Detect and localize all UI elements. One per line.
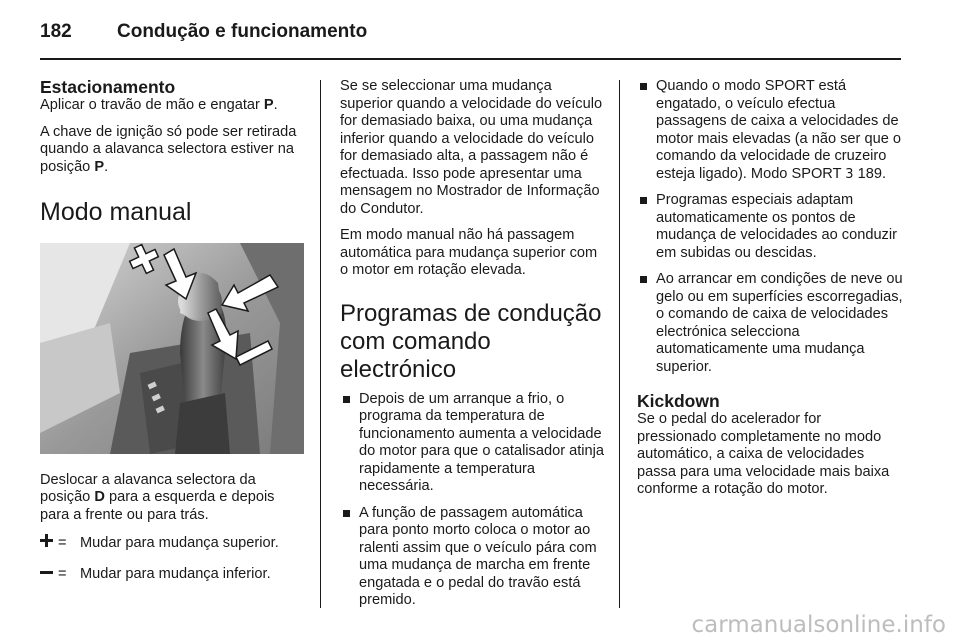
estacionamento-heading: Estacionamento — [40, 77, 176, 97]
text-run: . — [104, 158, 109, 175]
list-item: Programas especiais adaptam automaticamente os pontos de mudança de velocidades ao conduzir em subidas ou descidas. — [637, 192, 903, 262]
gear-p-label: P — [263, 97, 274, 113]
header-rule — [40, 58, 901, 60]
minus-icon — [40, 566, 58, 585]
minus-description: Mudar para mudança inferior. — [80, 566, 271, 582]
column-2 — [340, 78, 606, 610]
page-title: Condução e funcionamento — [117, 21, 368, 42]
manual-mode-paragraph-1: Se se seleccionar uma mudança superior quando a velocidade do veículo for demasiado baixa, ou uma mudança inferior quando a velocidade do veículo for demasiado alta, a passagem não é efectuada. Isso pode apresentar uma mensagem no Mostrador de Informação do Condutor. — [340, 78, 603, 217]
gear-selector-illustration — [40, 243, 304, 454]
estacionamento-paragraph-2 — [40, 124, 306, 177]
text-run: . — [273, 97, 278, 113]
plus-icon — [40, 534, 58, 553]
kickdown-paragraph: Se o pedal do acelerador for pressionado completamente no modo automático, a caixa de velocidades passa para uma velocidade mais baixa conforme a rotação do motor. — [637, 411, 890, 497]
equals-sign: = — [58, 566, 67, 582]
kickdown-heading: Kickdown — [637, 391, 720, 411]
text-run: Aplicar o travão de mão e engatar — [40, 97, 264, 113]
text-run: Quando o modo SPORT está engatado, o veículo efectua passagens de caixa a velocidades de motor mais elevadas (a não ser que o comando da velocidade de cruzeiro esteja ligado). Modo SPORT — [656, 78, 901, 182]
page-number: 182 — [40, 21, 72, 42]
modo-manual-heading: Modo manual — [40, 198, 192, 226]
column-divider — [320, 80, 321, 608]
plus-symbol-row — [40, 534, 306, 553]
list-item — [637, 78, 903, 183]
page-reference-icon: 3 — [845, 166, 854, 182]
plus-description: Mudar para mudança superior. — [80, 534, 279, 551]
list-item: Depois de um arranque a frio, o programa da temperatura de funcionamento aumenta a velocidade do motor para que o catalisador atinja rapidamente a temperatura necessária. — [340, 391, 606, 496]
text-run: Deslocar a alavanca selectora da posição — [40, 471, 256, 505]
column-1 — [40, 78, 306, 584]
text-run: 189. — [853, 165, 887, 182]
text-run: para a esquerda e depois para a frente ou para trás. — [40, 489, 275, 523]
programas-heading — [340, 300, 606, 384]
gear-p-label: P — [94, 158, 105, 175]
text-run: A chave de ignição só pode ser retirada quando a alavanca selectora estiver na posição — [40, 123, 297, 175]
minus-symbol-row — [40, 566, 306, 585]
estacionamento-paragraph-1 — [40, 97, 306, 115]
page-header — [40, 21, 367, 43]
list-item: A função de passagem automática para ponto morto coloca o motor ao ralenti assim que o veículo pára com uma mudança de marcha em frente engatada e o pedal do travão está premido. — [340, 505, 606, 610]
gear-d-label: D — [94, 489, 105, 505]
heading-line: com comando electrónico — [340, 327, 491, 383]
column-3 — [637, 78, 903, 499]
heading-line: Programas de condução — [340, 299, 602, 327]
equals-sign: = — [58, 534, 67, 551]
column-divider — [619, 80, 620, 608]
watermark: carmanualsonline.info — [691, 612, 946, 638]
list-item: Ao arrancar em condições de neve ou gelo ou em superfícies escorregadias, o comando de caixa de velocidades electrónica selecciona automaticamente uma mudança superior. — [637, 271, 903, 376]
manual-mode-paragraph-2: Em modo manual não há passagem automática para mudança superior com o motor em rotação elevada. — [340, 227, 598, 278]
image-caption — [40, 472, 306, 525]
